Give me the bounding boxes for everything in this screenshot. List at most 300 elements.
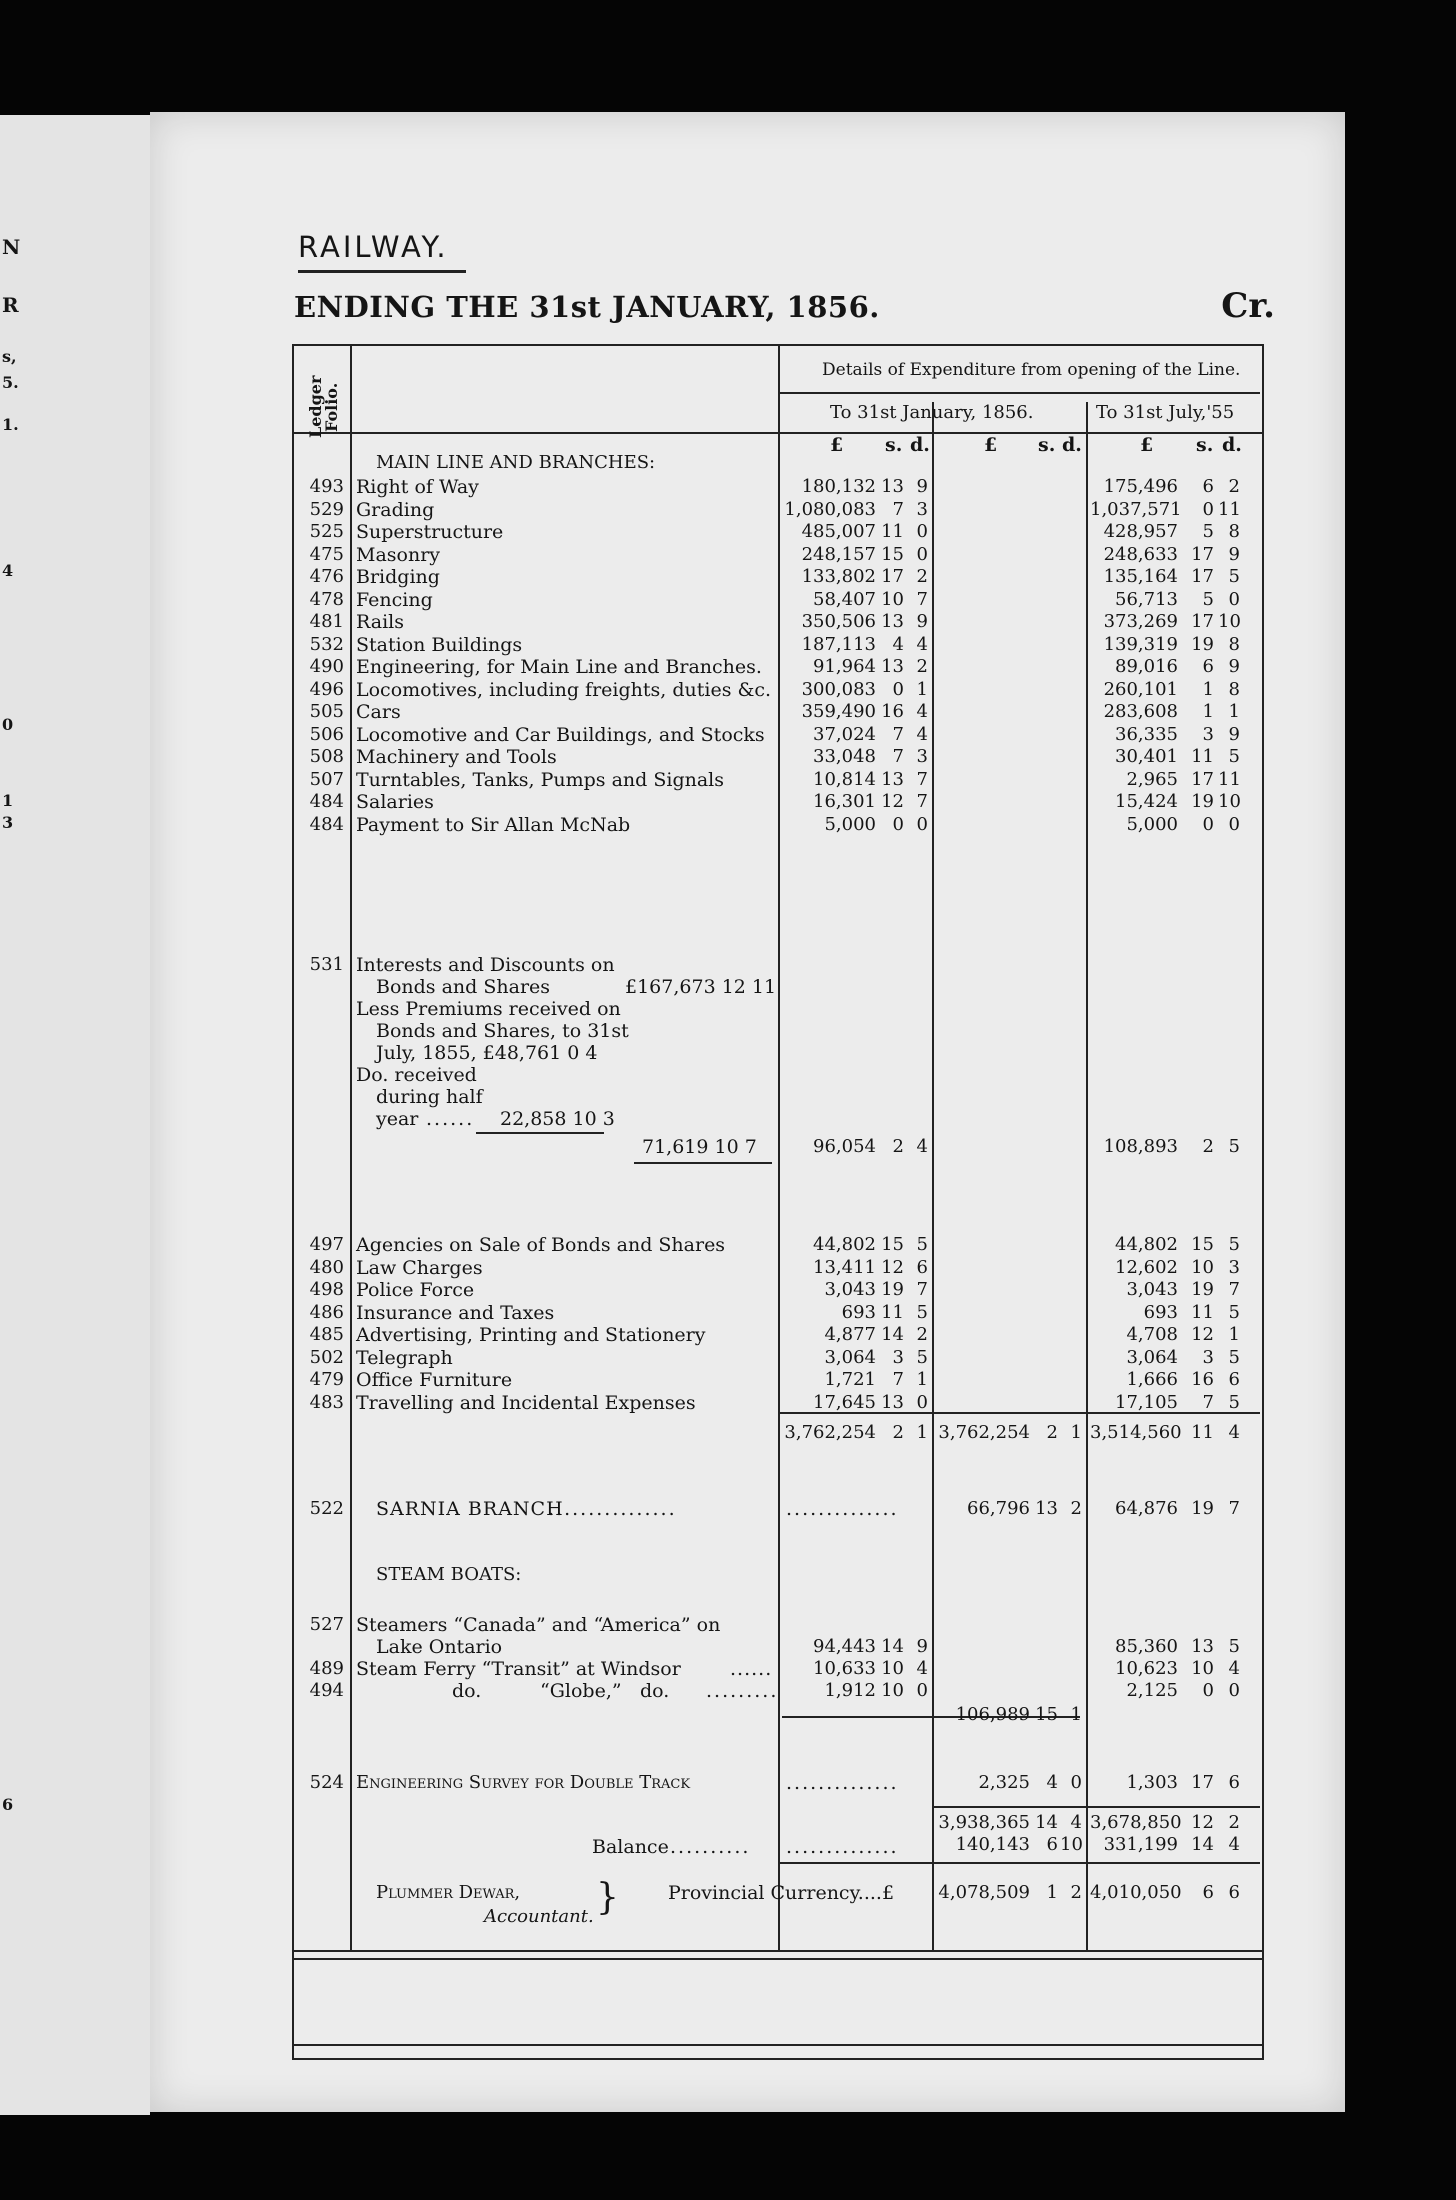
leader: .......... — [670, 1836, 751, 1858]
amount-shillings: 14 — [1035, 1812, 1058, 1833]
amount-shillings: 11 — [881, 1301, 904, 1323]
interest-amount: £167,673 12 11 — [625, 976, 777, 998]
brace: } — [596, 1877, 619, 1918]
amount-shillings: 19 — [1191, 1279, 1214, 1300]
page-heading: ENDING THE 31st JANUARY, 1856. — [294, 290, 880, 324]
amount-pence: 1 — [916, 1422, 928, 1443]
amount-pounds: 30,401 — [1115, 746, 1178, 767]
left-fragment: R — [2, 293, 19, 317]
row-label: Police Force — [356, 1279, 475, 1301]
amount-pounds: 17,105 — [1115, 1391, 1178, 1413]
amount-pence: 7 — [916, 1279, 928, 1300]
row-label: Station Buildings — [356, 633, 523, 656]
amount-pounds: 180,132 — [801, 476, 876, 497]
amount-shillings: 13 — [881, 768, 904, 790]
amount-pounds: 10,814 — [813, 768, 876, 790]
amount-pence: 11 — [1218, 498, 1241, 520]
amount-shillings: 17 — [1191, 543, 1214, 565]
amount-pence: 9 — [916, 476, 928, 497]
amount-shillings: 14 — [881, 1324, 904, 1345]
amount-pounds: 10,623 — [1115, 1658, 1178, 1679]
amount-pence: 4 — [916, 723, 928, 745]
interest-amount: 22,858 10 3 — [500, 1108, 615, 1130]
folio: 498 — [309, 1279, 344, 1300]
folio: 505 — [309, 701, 344, 722]
amount-pence: 9 — [916, 1636, 928, 1657]
amount-shillings: 0 — [1202, 498, 1214, 520]
interest-line: Interests and Discounts on — [356, 954, 615, 976]
amount-pence: 8 — [1228, 521, 1240, 542]
amount-shillings: 19 — [1191, 633, 1214, 655]
folio: 483 — [309, 1391, 344, 1413]
amount-pounds: 693 — [1143, 1301, 1178, 1323]
interest-line: Do. received — [356, 1064, 477, 1086]
amount-shillings: 16 — [881, 701, 904, 722]
row-label: Machinery and Tools — [356, 746, 557, 768]
amount-shillings: 10 — [881, 588, 904, 610]
unit-label: £ — [830, 434, 844, 456]
amount-pounds: 260,101 — [1103, 678, 1178, 700]
amount-pounds: 3,938,365 — [938, 1812, 1030, 1833]
amount-pounds: 10,633 — [813, 1658, 876, 1679]
row-label: Agencies on Sale of Bonds and Shares — [356, 1234, 726, 1256]
amount-pence: 9 — [1228, 543, 1240, 565]
amount-pounds: 1,666 — [1126, 1369, 1178, 1390]
amount-pounds: 56,713 — [1115, 588, 1178, 610]
row-label: Advertising, Printing and Stationery — [356, 1324, 706, 1346]
folio: 522 — [309, 1498, 344, 1519]
amount-pounds: 187,113 — [801, 633, 876, 655]
amount-pence: 6 — [1228, 1772, 1240, 1793]
amount-pounds: 4,877 — [824, 1324, 876, 1345]
amount-pounds: 428,957 — [1103, 521, 1178, 542]
amount-pounds: 3,678,850 — [1090, 1812, 1182, 1833]
amount-shillings: 1 — [1202, 678, 1214, 700]
amount-shillings: 13 — [881, 1391, 904, 1413]
row-label: Superstructure — [356, 521, 504, 543]
folio: 506 — [309, 723, 344, 745]
folio: 480 — [309, 1256, 344, 1278]
amount-pence: 10 — [1060, 1834, 1083, 1855]
amount-pence: 5 — [1228, 1301, 1240, 1323]
row-label: Engineering, for Main Line and Branches. — [356, 656, 762, 678]
amount-pence: 0 — [1228, 588, 1240, 610]
grand-rule — [778, 1862, 1260, 1864]
amount-shillings: 13 — [881, 611, 904, 632]
folio: 475 — [309, 543, 344, 565]
sarnia-label: SARNIA BRANCH — [376, 1498, 564, 1520]
unit-label: s. — [885, 434, 903, 456]
amount-pence: 7 — [916, 588, 928, 610]
to-july-header: To 31st July,'55 — [1096, 402, 1235, 423]
interest-line: Less Premiums received on — [356, 998, 621, 1020]
folio: 489 — [309, 1658, 344, 1679]
amount-shillings: 11 — [1191, 1301, 1214, 1323]
amount-shillings: 1 — [1046, 1882, 1058, 1903]
amount-pounds: 44,802 — [813, 1234, 876, 1255]
amount-shillings: 19 — [1191, 1498, 1214, 1519]
amount-pence: 0 — [916, 521, 928, 542]
amount-shillings: 14 — [1191, 1834, 1214, 1855]
amount-shillings: 17 — [1191, 611, 1214, 632]
amount-pence: 2 — [916, 1324, 928, 1345]
rule-footer-2 — [292, 1958, 1262, 1960]
amount-pounds: 37,024 — [813, 723, 876, 745]
amount-pence: 3 — [1228, 1256, 1240, 1278]
amount-pence: 5 — [916, 1234, 928, 1255]
folio: 494 — [309, 1680, 344, 1701]
amount-pounds: 36,335 — [1115, 723, 1178, 745]
leader: ...... — [426, 1108, 475, 1130]
amount-pounds: 15,424 — [1115, 791, 1178, 812]
left-fragment: s, — [2, 347, 17, 366]
amount-pence: 0 — [916, 813, 928, 835]
amount-pounds: 91,964 — [813, 656, 876, 677]
amount-pence: 1 — [1228, 701, 1240, 722]
amount-pounds: 4,010,050 — [1090, 1882, 1182, 1903]
row-label: Fencing — [356, 588, 433, 611]
amount-pence: 6 — [1228, 1369, 1240, 1390]
amount-shillings: 5 — [1202, 588, 1214, 610]
amount-shillings: 3 — [1202, 1346, 1214, 1368]
amount-shillings: 1 — [1202, 701, 1214, 722]
total-rule — [932, 1412, 1260, 1414]
amount-shillings: 0 — [1202, 813, 1214, 835]
amount-shillings: 12 — [881, 1256, 904, 1278]
steam-label: do. — [640, 1680, 670, 1702]
left-fragment: 4 — [2, 561, 14, 580]
subtotal-rule — [932, 1806, 1260, 1808]
amount-pence: 5 — [1228, 1346, 1240, 1368]
amount-shillings: 10 — [1191, 1256, 1214, 1278]
folio: 532 — [309, 633, 344, 655]
left-fragment: 1. — [2, 415, 19, 434]
amount-shillings: 2 — [892, 1422, 904, 1443]
amount-shillings: 4 — [1046, 1772, 1058, 1793]
amount-shillings: 7 — [892, 746, 904, 767]
amount-shillings: 7 — [892, 1369, 904, 1390]
amount-shillings: 7 — [1202, 1391, 1214, 1413]
amount-pounds: 3,762,254 — [938, 1422, 1030, 1443]
amount-pence: 2 — [1070, 1498, 1082, 1519]
row-label: Cars — [356, 701, 401, 723]
row-label: Right of Way — [356, 476, 479, 498]
amount-pence: 4 — [1228, 1422, 1240, 1443]
survey-label: Engineering Survey for Double Track — [356, 1772, 691, 1793]
amount-pence: 7 — [1228, 1279, 1240, 1300]
interest-line: Bonds and Shares — [376, 976, 551, 998]
amount-pence: 0 — [916, 1680, 928, 1701]
amount-pence: 9 — [1228, 656, 1240, 677]
amount-pence: 0 — [1070, 1772, 1082, 1793]
folio: 476 — [309, 566, 344, 587]
interest-rule — [476, 1132, 604, 1134]
amount-shillings: 13 — [1035, 1498, 1058, 1519]
rule-header-bottom — [292, 432, 1262, 434]
amount-pence: 6 — [1228, 1882, 1240, 1903]
amount-pounds: 373,269 — [1103, 611, 1178, 632]
amount-shillings: 15 — [1191, 1234, 1214, 1255]
amount-pence: 2 — [916, 566, 928, 587]
folio: 529 — [309, 498, 344, 520]
amount-pence: 7 — [916, 791, 928, 812]
amount-pence: 5 — [1228, 566, 1240, 587]
interest-net-rule — [634, 1162, 772, 1164]
amount-shillings: 17 — [1191, 768, 1214, 790]
amount-shillings: 17 — [881, 566, 904, 587]
leader: .............. — [786, 1836, 899, 1858]
folio: 497 — [309, 1234, 344, 1255]
amount-pounds: 248,633 — [1103, 543, 1178, 565]
amount-shillings: 12 — [881, 791, 904, 812]
row-label: Bridging — [356, 566, 440, 588]
signature-name: Plummer Dewar, — [376, 1882, 521, 1903]
amount-pence: 5 — [916, 1346, 928, 1368]
rule-folio — [350, 344, 352, 1950]
amount-pounds: 94,443 — [813, 1636, 876, 1657]
amount-pounds: 3,064 — [824, 1346, 876, 1368]
folio: 484 — [309, 791, 344, 812]
amount-pounds: 2,965 — [1126, 768, 1178, 790]
amount-shillings: 12 — [1191, 1812, 1214, 1833]
amount-pence: 1 — [1070, 1704, 1082, 1725]
amount-shillings: 11 — [881, 521, 904, 542]
amount-shillings: 15 — [1035, 1704, 1058, 1725]
amount-pounds: 58,407 — [813, 588, 876, 610]
leader: ...... — [730, 1658, 773, 1680]
amount-shillings: 2 — [892, 1136, 904, 1157]
left-fragment: 1 — [2, 791, 14, 810]
folio: 485 — [309, 1324, 344, 1345]
amount-pence: 9 — [1228, 723, 1240, 745]
amount-pounds: 5,000 — [1126, 813, 1178, 835]
amount-pounds: 85,360 — [1115, 1636, 1178, 1657]
to-jan-header: To 31st January, 1856. — [830, 402, 1034, 423]
amount-pounds: 359,490 — [801, 701, 876, 722]
amount-pounds: 3,514,560 — [1090, 1422, 1182, 1443]
amount-pounds: 3,064 — [1126, 1346, 1178, 1368]
amount-pence: 3 — [916, 498, 928, 520]
folio: 486 — [309, 1301, 344, 1323]
leader: .............. — [786, 1498, 899, 1520]
amount-shillings: 13 — [881, 476, 904, 497]
amount-pence: 3 — [916, 746, 928, 767]
unit-label: d. — [1062, 434, 1082, 456]
amount-pounds: 485,007 — [801, 521, 876, 542]
total-rule — [778, 1412, 932, 1414]
amount-pounds: 1,303 — [1126, 1772, 1178, 1793]
row-label: Telegraph — [356, 1346, 453, 1369]
folio: 502 — [309, 1346, 344, 1368]
amount-pence: 5 — [916, 1301, 928, 1323]
amount-pence: 5 — [1228, 1636, 1240, 1657]
folio: 507 — [309, 768, 344, 790]
interest-line: during half — [376, 1086, 483, 1108]
unit-label: s. — [1196, 434, 1214, 456]
running-head-rule — [298, 270, 466, 273]
row-label: Travelling and Incidental Expenses — [356, 1391, 696, 1414]
amount-pence: 1 — [1228, 1324, 1240, 1345]
amount-pence: 2 — [1228, 476, 1240, 497]
row-label: Turntables, Tanks, Pumps and Signals — [356, 768, 725, 791]
amount-shillings: 17 — [1191, 566, 1214, 587]
amount-pounds: 133,802 — [801, 566, 876, 587]
amount-pounds: 1,721 — [824, 1369, 876, 1390]
amount-pence: 0 — [916, 1391, 928, 1413]
amount-shillings: 0 — [892, 678, 904, 700]
unit-label: £ — [984, 434, 998, 456]
interest-net: 71,619 10 7 — [642, 1136, 757, 1158]
amount-pounds: 1,080,083 — [784, 498, 876, 520]
row-label: Law Charges — [356, 1256, 483, 1279]
balance-label: Balance — [592, 1836, 669, 1858]
row-label: Grading — [356, 498, 435, 521]
steam-label: Steamers “Canada” and “America” on — [356, 1614, 721, 1636]
steam-label: Steam Ferry “Transit” at Windsor — [356, 1658, 681, 1680]
left-fragment: N — [2, 235, 21, 259]
amount-shillings: 11 — [1191, 746, 1214, 767]
amount-pence: 8 — [1228, 678, 1240, 700]
folio: 531 — [309, 954, 344, 975]
amount-pounds: 4,708 — [1126, 1324, 1178, 1345]
unit-label: s. — [1038, 434, 1056, 456]
amount-pence: 4 — [916, 1136, 928, 1157]
amount-pence: 11 — [1218, 768, 1241, 790]
ledger-page — [150, 112, 1345, 2112]
amount-shillings: 15 — [881, 543, 904, 565]
amount-pounds: 17,645 — [813, 1391, 876, 1413]
interest-line: year — [376, 1108, 419, 1130]
amount-pence: 0 — [1228, 1680, 1240, 1701]
unit-label: d. — [1222, 434, 1242, 456]
amount-shillings: 10 — [881, 1658, 904, 1679]
left-fragment: 0 — [2, 715, 14, 734]
section-main: MAIN LINE AND BRANCHES: — [376, 452, 656, 473]
amount-pounds: 4,078,509 — [938, 1882, 1030, 1903]
amount-pence: 5 — [1228, 1234, 1240, 1255]
amount-pence: 7 — [916, 768, 928, 790]
folio: 490 — [309, 656, 344, 677]
amount-pence: 2 — [1070, 1882, 1082, 1903]
row-label: Office Furniture — [356, 1369, 513, 1391]
amount-pence: 5 — [1228, 1391, 1240, 1413]
amount-shillings: 0 — [892, 813, 904, 835]
interest-line: July, 1855, £48,761 0 4 — [376, 1042, 598, 1064]
amount-pounds: 1,912 — [824, 1680, 876, 1701]
amount-pounds: 140,143 — [955, 1834, 1030, 1855]
folio: 527 — [309, 1614, 344, 1635]
left-fragment: 3 — [2, 813, 14, 832]
amount-pence: 6 — [916, 1256, 928, 1278]
amount-pounds: 2,125 — [1126, 1680, 1178, 1701]
amount-pounds: 300,083 — [801, 678, 876, 700]
folio: 484 — [309, 813, 344, 835]
amount-pounds: 106,989 — [955, 1704, 1030, 1725]
amount-pence: 0 — [1228, 813, 1240, 835]
amount-pounds: 283,608 — [1103, 701, 1178, 722]
interest-line: Bonds and Shares, to 31st — [376, 1020, 629, 1042]
unit-label: d. — [910, 434, 930, 456]
amount-pence: 8 — [1228, 633, 1240, 655]
amount-shillings: 2 — [1046, 1422, 1058, 1443]
amount-pence: 1 — [1070, 1422, 1082, 1443]
amount-shillings: 19 — [1191, 791, 1214, 812]
steam-label: “Globe,” — [540, 1680, 622, 1702]
amount-shillings: 10 — [1191, 1658, 1214, 1679]
left-fragment: 5. — [2, 373, 19, 392]
row-label: Insurance and Taxes — [356, 1301, 555, 1324]
amount-pence: 9 — [916, 611, 928, 632]
row-label: Payment to Sir Allan McNab — [356, 813, 631, 836]
row-label: Masonry — [356, 543, 441, 566]
amount-pounds: 139,319 — [1103, 633, 1178, 655]
amount-pounds: 16,301 — [813, 791, 876, 812]
amount-shillings: 10 — [881, 1680, 904, 1701]
amount-pounds: 175,496 — [1103, 476, 1178, 497]
folio: 508 — [309, 746, 344, 767]
row-label: Locomotives, including freights, duties &c. — [356, 678, 772, 701]
amount-pounds: 64,876 — [1115, 1498, 1178, 1519]
details-header: Details of Expenditure from opening of the Line. — [822, 360, 1241, 380]
amount-pence: 10 — [1218, 611, 1241, 632]
amount-shillings: 19 — [881, 1279, 904, 1300]
amount-pounds: 3,043 — [1126, 1279, 1178, 1300]
row-label: Rails — [356, 611, 404, 633]
amount-pounds: 108,893 — [1103, 1136, 1178, 1157]
ledger-folio-header: Ledger Folio. — [306, 375, 341, 439]
leader: .............. — [786, 1772, 899, 1794]
amount-shillings: 7 — [892, 723, 904, 745]
amount-shillings: 6 — [1202, 1882, 1214, 1903]
amount-pence: 2 — [916, 656, 928, 677]
amount-pence: 4 — [1228, 1658, 1240, 1679]
amount-pounds: 2,325 — [978, 1772, 1030, 1793]
amount-pounds: 5,000 — [824, 813, 876, 835]
signature-title: Accountant. — [484, 1906, 594, 1927]
amount-pounds: 66,796 — [967, 1498, 1030, 1519]
amount-shillings: 2 — [1202, 1136, 1214, 1157]
folio: 525 — [309, 521, 344, 542]
amount-shillings: 6 — [1202, 656, 1214, 677]
amount-pounds: 13,411 — [813, 1256, 876, 1278]
rule-bottom-inner — [292, 2044, 1262, 2046]
rule-footer — [292, 1950, 1262, 1952]
amount-pounds: 33,048 — [813, 746, 876, 767]
row-label: Locomotive and Car Buildings, and Stocks — [356, 723, 765, 746]
grand-label: Provincial Currency....£ — [668, 1882, 895, 1904]
row-label: Salaries — [356, 791, 434, 813]
amount-shillings: 3 — [1202, 723, 1214, 745]
folio: 496 — [309, 678, 344, 700]
folio: 524 — [309, 1772, 344, 1793]
left-fragment: 6 — [2, 1795, 14, 1814]
amount-pence: 4 — [1070, 1812, 1082, 1833]
amount-pounds: 350,506 — [801, 611, 876, 632]
amount-shillings: 17 — [1191, 1772, 1214, 1793]
amount-pounds: 89,016 — [1115, 656, 1178, 677]
amount-pounds: 693 — [841, 1301, 876, 1323]
section-steam: STEAM BOATS: — [376, 1564, 522, 1585]
amount-pence: 4 — [916, 701, 928, 722]
amount-pence: 7 — [1228, 1498, 1240, 1519]
amount-pounds: 96,054 — [813, 1136, 876, 1157]
leader: ................ — [548, 1498, 677, 1520]
amount-pence: 5 — [1228, 746, 1240, 767]
amount-pounds: 3,043 — [824, 1279, 876, 1300]
amount-shillings: 3 — [892, 1346, 904, 1368]
amount-pounds: 135,164 — [1103, 566, 1178, 587]
amount-pence: 1 — [916, 1369, 928, 1390]
